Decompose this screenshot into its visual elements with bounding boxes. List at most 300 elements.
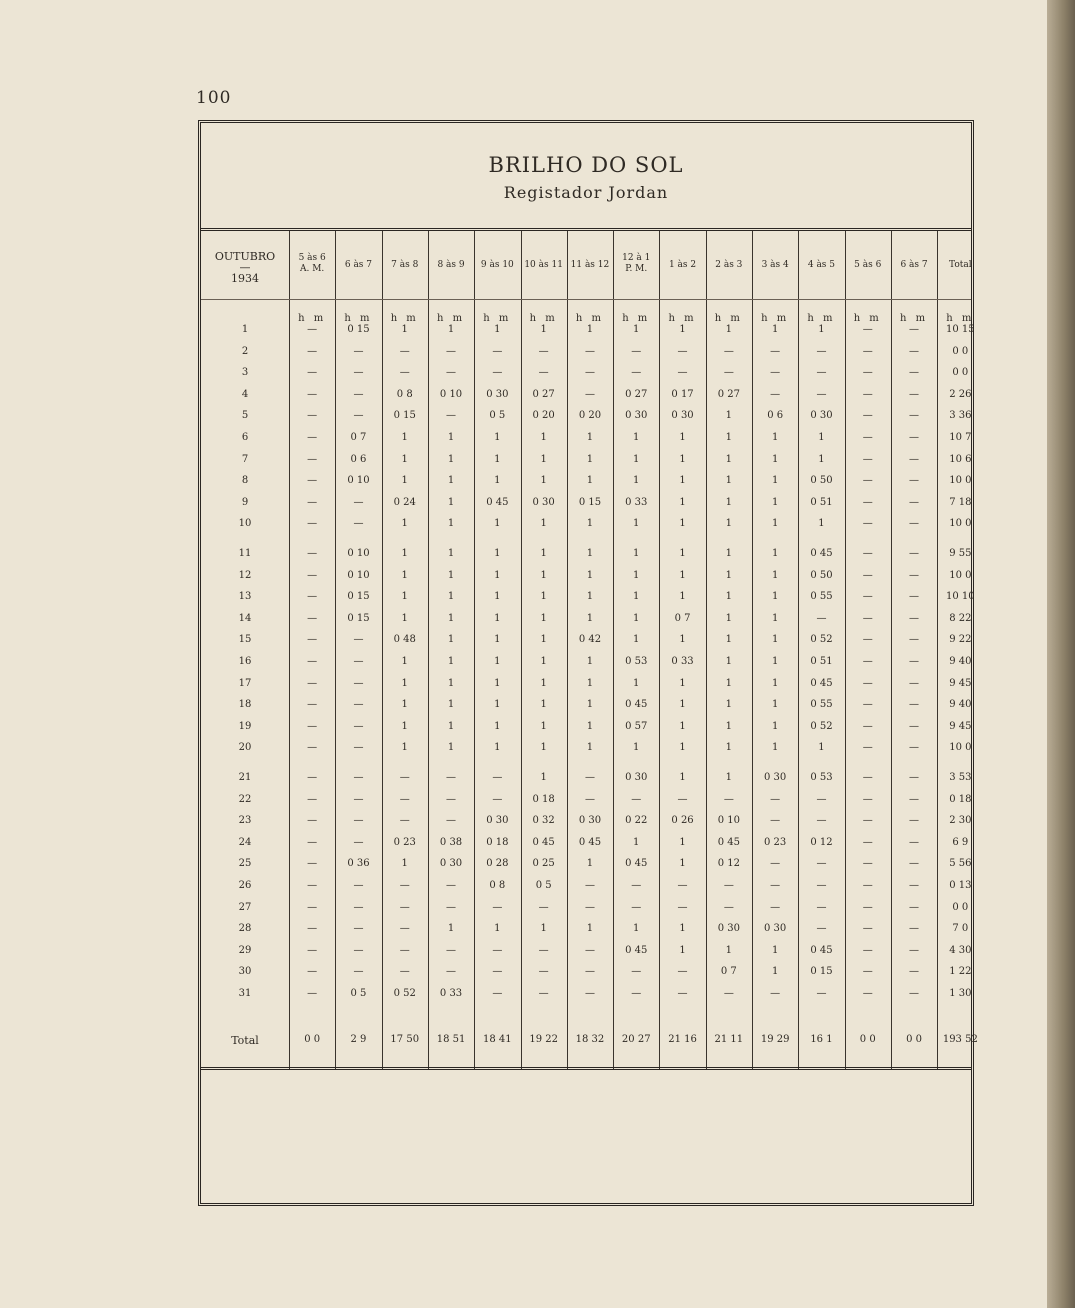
table-cell: — [307,569,318,581]
table-cell: 1 [725,612,733,624]
hour-column-header [335,260,381,271]
units-label: h m [529,313,558,324]
table-cell: — [307,496,318,508]
table-cell: 0 42 [578,634,602,646]
table-cell: 9 22 [949,634,972,646]
day-label: 10 [238,518,252,530]
table-cell: — [677,966,688,978]
table-cell: 0 51 [810,496,833,508]
table-cell: 0 45 [625,944,648,956]
units-label: h m [807,313,836,324]
table-cell: 0 17 [671,388,694,400]
table-cell: 0 13 [949,880,972,891]
table-cell: 1 [679,569,686,581]
table-cell: 0 15 [810,966,833,978]
hour-column-label: 6 às 7 [344,260,373,270]
table-cell: 1 [771,634,779,646]
table-cell: 1 [771,612,779,624]
table-cell: 1 [494,677,501,689]
hour-column-header [891,260,937,271]
column-divider [706,231,707,1069]
day-label: 21 [238,772,252,783]
table-cell: 1 [540,548,547,559]
table-cell: — [862,742,873,754]
column-divider [289,231,290,1069]
table-cell: — [353,388,364,400]
total-cell: 19 29 [760,1034,790,1045]
table-cell: 0 28 [486,858,509,870]
table-cell: 1 [586,432,594,443]
table-cell: — [723,880,734,891]
table-cell: 0 5 [350,988,367,999]
table-cell: 0 45 [532,836,555,848]
table-cell: 0 33 [439,988,463,999]
table-cell: — [399,923,410,935]
total-cell: 0 0 [304,1034,321,1045]
table-cell: 1 [679,324,686,335]
table-cell: 0 18 [486,836,509,848]
table-cell: — [307,410,318,422]
table-cell: — [677,793,688,805]
table-cell: — [399,880,410,891]
day-label: 25 [238,858,252,870]
table-cell: — [862,772,873,783]
table-cell: — [584,901,595,913]
table-cell: 0 55 [810,699,833,711]
table-cell: — [584,772,595,783]
table-cell: 0 45 [810,677,833,689]
hour-column-label: 11 às 12 [570,260,610,270]
table-cell: — [862,324,873,335]
hour-column-label: 5 às 6 [854,260,882,270]
table-cell: — [307,677,318,689]
units-label: h m [436,313,466,324]
table-cell: 1 [633,591,640,603]
table-cell: 1 [494,475,501,487]
table-cell: — [353,496,364,508]
units-label: h m [390,313,419,324]
table-cell: 0 10 [347,569,370,581]
table-cell: — [862,793,873,805]
table-cell: 1 [679,453,686,465]
table-cell: 1 [447,656,455,667]
table-cell: — [307,944,318,956]
table-cell: — [538,367,549,379]
table-cell: 0 52 [393,988,416,999]
table-cell: 1 [725,944,733,956]
day-label: 20 [238,742,252,754]
table-cell: — [909,966,920,978]
table-cell: — [399,367,410,379]
table-cell: 1 [586,324,594,335]
table-cell: — [399,944,410,956]
table-cell: — [723,345,734,357]
table-cell: 0 18 [949,793,972,805]
table-cell: 1 [447,569,455,581]
hour-column-period: A. M. [299,264,325,274]
table-cell: 1 [771,656,779,667]
day-label: 16 [238,656,252,667]
day-label: 17 [238,677,252,689]
table-cell: 0 33 [671,656,694,667]
table-cell: — [631,901,642,913]
hour-column-label: 7 às 8 [391,260,419,270]
table-cell: 0 7 [674,612,691,624]
table-cell: 1 [447,742,455,754]
units-label: h m [344,313,373,324]
table-cell: — [909,901,920,913]
table-cell: 0 27 [532,388,555,400]
table-cell: 1 [401,742,408,754]
table-cell: — [862,432,873,443]
table-cell: 0 22 [625,815,648,827]
table-cell: — [909,367,920,379]
table-cell: 0 8 [396,388,413,400]
header-rule [201,299,971,300]
table-cell: 1 [633,634,640,646]
table-cell: — [770,367,781,379]
table-cell: 1 [586,720,594,732]
table-cell: 1 [818,453,825,465]
table-cell: — [770,901,781,913]
table-cell: — [538,944,549,956]
table-cell: — [446,345,457,357]
hour-column-header [613,253,659,275]
day-label: 13 [238,591,252,603]
table-cell: — [770,388,781,400]
table-cell: — [492,772,503,783]
day-label: 28 [238,923,252,935]
table-cell: 1 [633,324,640,335]
table-cell: — [399,772,410,783]
table-cell: — [584,388,595,400]
table-cell: 1 [586,612,594,624]
table-cell: 1 [447,453,455,465]
hour-column-period: P. M. [625,264,648,274]
table-cell: 0 15 [393,410,416,422]
table-cell: 1 [540,923,547,935]
table-cell: 1 [401,324,408,335]
table-cell: — [723,901,734,913]
table-cell: 1 [447,518,455,530]
table-cell: 1 [401,677,408,689]
table-cell: — [909,569,920,581]
table-cell: — [307,699,318,711]
table-cell: 0 7 [350,432,367,443]
table-cell: — [307,475,318,487]
table-cell: — [909,793,920,805]
table-cell: 0 8 [489,880,506,891]
day-label: 12 [238,569,252,581]
table-cell: 1 [540,475,547,487]
table-cell: 7 18 [949,496,972,508]
table-cell: — [307,518,318,530]
table-cell: 1 [725,518,733,530]
table-cell: 10 6 [949,453,972,465]
table-cell: — [862,699,873,711]
table-cell: 1 [586,677,594,689]
table-cell: — [307,793,318,805]
column-divider [382,231,383,1069]
table-cell: 1 [679,548,686,559]
table-cell: 1 [679,591,686,603]
table-cell: 1 [679,772,686,783]
table-cell: — [307,720,318,732]
table-cell: — [723,367,734,379]
table-cell: 1 [633,432,640,443]
table-cell: — [307,324,318,335]
table-cell: 10 15 [946,324,975,335]
table-cell: 0 32 [532,815,555,827]
table-cell: — [862,569,873,581]
table-cell: — [909,496,920,508]
table-cell: — [862,410,873,422]
table-cell: 1 [725,720,733,732]
table-cell: 1 [679,518,686,530]
table-title: BRILHO DO SOL [488,153,684,177]
table-cell: 10 0 [949,475,972,487]
table-cell: 1 [818,742,825,754]
table-cell: 0 6 [767,410,784,422]
table-cell: 1 [725,410,733,422]
table-cell: 1 [633,548,640,559]
table-cell: 0 5 [535,880,552,891]
units-label: h m [622,313,651,324]
table-cell: 1 [494,656,501,667]
table-cell: 1 [401,453,408,465]
day-label: 22 [238,793,252,805]
table-cell: 1 [771,677,779,689]
table-cell: — [492,966,503,978]
table-cell: — [677,901,688,913]
table-cell: 2 26 [949,388,972,400]
table-cell: 1 [540,720,547,732]
day-label: 11 [238,548,252,559]
table-cell: — [353,634,364,646]
table-cell: 7 0 [952,923,969,935]
total-cell: 18 32 [575,1034,605,1045]
table-cell: — [770,815,781,827]
table-cell: 1 [679,858,686,870]
day-label: 29 [238,944,252,956]
table-cell: — [538,901,549,913]
table-cell: 1 [771,720,779,732]
total-cell: 0 0 [906,1034,922,1045]
table-cell: — [909,880,920,891]
table-cell: 1 [494,612,501,624]
column-divider [659,231,660,1069]
table-cell: — [862,720,873,732]
table-bottom-rule [201,1067,971,1070]
units-label: h m [483,313,512,324]
hour-column-label: 10 às 11 [524,260,563,270]
table-cell: 0 30 [625,772,648,783]
table-cell: — [538,345,549,357]
table-cell: 0 5 [489,410,506,422]
table-cell: — [631,988,642,999]
hour-column-header [521,260,567,271]
table-cell: 0 52 [810,634,833,646]
table-cell: 1 [401,720,408,732]
table-cell: 1 [633,475,640,487]
total-cell: 2 9 [350,1034,367,1045]
table-cell: 1 [447,475,455,487]
day-label: 2 [241,345,249,357]
day-label: 31 [238,988,252,999]
table-cell: 1 [818,518,825,530]
table-cell: — [584,944,595,956]
table-cell: — [631,880,642,891]
table-cell: 0 51 [810,656,833,667]
table-cell: — [353,901,364,913]
table-cell: 0 23 [764,836,787,848]
table-cell: — [770,858,781,870]
day-label: 7 [241,453,249,465]
table-cell: — [307,432,318,443]
table-cell: 9 45 [949,677,972,689]
table-cell: 1 [586,742,594,754]
table-cell: 1 [679,742,686,754]
table-cell: 1 [725,591,733,603]
table-cell: 0 24 [393,496,416,508]
table-cell: 9 40 [949,699,972,711]
total-cell: 18 51 [436,1034,466,1045]
hour-column-header [474,260,520,271]
table-cell: 9 55 [949,548,972,559]
table-cell: 0 30 [439,858,463,870]
table-cell: — [909,923,920,935]
table-cell: — [909,988,920,999]
table-cell: — [816,388,827,400]
hour-column-header [567,260,613,271]
table-cell: 2 30 [949,815,972,827]
table-cell: 1 [401,612,408,624]
table-cell: — [307,367,318,379]
table-cell: — [307,901,318,913]
table-cell: 0 15 [578,496,602,508]
table-cell: 0 10 [347,548,370,559]
table-cell: — [862,966,873,978]
table-cell: 0 18 [532,793,555,805]
table-cell: 1 [771,966,779,978]
day-label: 9 [241,496,249,508]
table-cell: 0 15 [347,612,370,624]
table-cell: 1 [494,923,501,935]
table-cell: — [909,345,920,357]
table-cell: — [816,858,827,870]
table-cell: 1 [401,475,408,487]
table-cell: 0 53 [625,656,648,667]
table-cell: — [399,901,410,913]
day-label: 30 [238,966,252,978]
table-cell: 10 7 [949,432,972,443]
table-cell: 1 [447,699,455,711]
table-cell: 1 [679,677,686,689]
table-cell: 1 [447,324,455,335]
table-cell: 1 [679,475,686,487]
table-cell: 8 22 [949,612,972,624]
units-label: h m [714,313,743,324]
table-cell: — [353,410,364,422]
table-cell: 1 [633,923,640,935]
column-divider [521,231,522,1069]
table-cell: — [307,858,318,870]
table-cell: — [353,345,364,357]
table-cell: — [816,367,827,379]
table-cell: — [909,772,920,783]
table-cell: 0 23 [393,836,416,848]
day-label: 15 [238,634,252,646]
table-cell: 0 12 [717,858,740,870]
table-cell: — [584,345,595,357]
hour-column-header [659,260,705,271]
day-label: 19 [238,720,252,732]
total-cell: 193 52 [942,1034,978,1045]
table-cell: — [909,410,920,422]
total-cell: 21 16 [668,1034,697,1045]
table-cell: 0 30 [810,410,833,422]
table-cell: — [307,548,318,559]
table-cell: 1 [771,324,779,335]
table-cell: 1 [540,742,547,754]
table-cell: — [816,901,827,913]
table-cell: 0 30 [486,815,509,827]
hour-column-label: 6 às 7 [900,260,928,270]
table-cell: — [492,345,503,357]
table-cell: — [862,901,873,913]
table-cell: — [862,367,873,379]
table-cell: 1 [494,699,501,711]
table-cell: 1 [447,496,455,508]
table-cell: 1 [586,548,594,559]
table-cell: — [446,815,457,827]
table-cell: — [353,720,364,732]
table-cell: 1 [401,699,408,711]
table-cell: 0 33 [625,496,648,508]
table-cell: 1 [447,432,455,443]
hour-column-header [706,260,752,271]
table-cell: — [862,880,873,891]
hour-column-header [937,260,983,271]
table-cell: — [862,677,873,689]
hour-column-label: 3 às 4 [761,260,789,270]
table-cell: 1 [401,432,408,443]
table-cell: — [446,966,457,978]
table-cell: — [353,793,364,805]
table-cell: 9 45 [949,720,972,732]
table-cell: 0 50 [810,475,833,487]
table-cell: 1 [771,569,779,581]
column-divider [798,231,799,1069]
table-cell: 1 30 [949,988,972,999]
table-cell: — [909,742,920,754]
table-cell: — [446,772,457,783]
table-cell: 1 [818,432,825,443]
table-cell: — [353,677,364,689]
table-cell: — [307,612,318,624]
month-header-dash: — [239,261,251,274]
hour-column-label: 12 à 1 [622,253,651,263]
table-cell: 1 [771,699,779,711]
table-cell: 0 52 [810,720,833,732]
units-label: h m [761,313,790,324]
column-divider [613,231,614,1069]
day-label: 8 [241,475,249,487]
total-row-label: Total [231,1034,259,1047]
table-cell: 0 30 [486,388,509,400]
table-cell: — [723,988,734,999]
table-cell: — [862,496,873,508]
